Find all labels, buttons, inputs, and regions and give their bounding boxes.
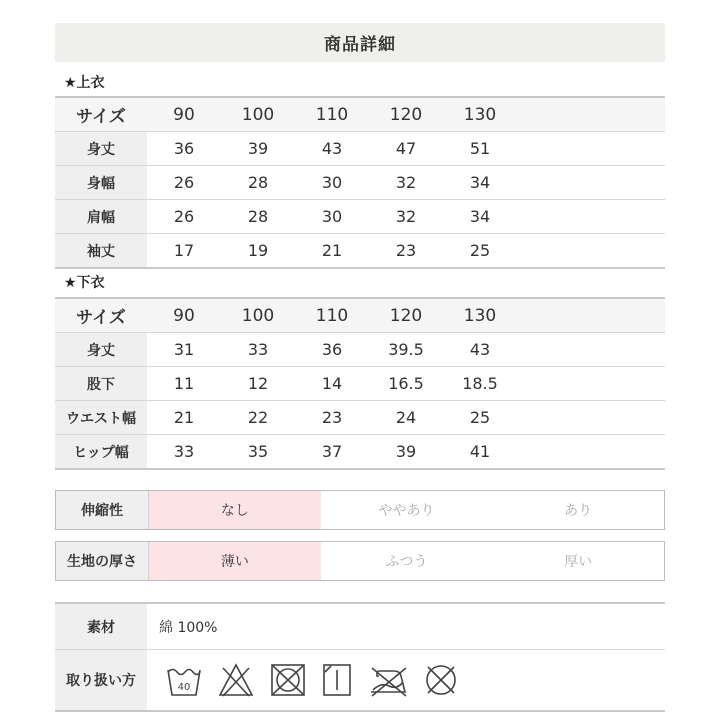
measure-cell: 22 xyxy=(221,401,295,435)
measure-cell: 47 xyxy=(369,132,443,166)
measure-cell: 23 xyxy=(295,401,369,435)
bottoms-size-table xyxy=(55,297,665,470)
measure-cell: 41 xyxy=(443,435,517,470)
measure-cell: 28 xyxy=(221,166,295,200)
row-label: 肩幅 xyxy=(55,200,147,234)
measure-cell: 30 xyxy=(295,166,369,200)
spacer-cell xyxy=(517,166,665,200)
measure-cell: 26 xyxy=(147,200,221,234)
measure-cell: 21 xyxy=(147,401,221,435)
size-header-cell: 110 xyxy=(295,97,369,132)
measure-cell: 26 xyxy=(147,166,221,200)
row-label: 身丈 xyxy=(55,132,147,166)
measure-cell: 32 xyxy=(369,200,443,234)
page-title: 商品詳細 xyxy=(55,23,665,62)
measure-cell: 21 xyxy=(295,234,369,269)
iron-low-icon xyxy=(367,662,409,698)
measure-cell: 32 xyxy=(369,166,443,200)
stretch-option: なし xyxy=(149,491,321,529)
table-row xyxy=(55,166,665,200)
measure-cell: 51 xyxy=(443,132,517,166)
row-label: 身幅 xyxy=(55,166,147,200)
wash-40-icon xyxy=(165,662,203,698)
care-icons xyxy=(147,650,459,710)
size-header-cell: 130 xyxy=(443,97,517,132)
row-label: ヒップ幅 xyxy=(55,435,147,470)
size-header-cell: 90 xyxy=(147,298,221,333)
measure-cell: 35 xyxy=(221,435,295,470)
thickness-option: ふつう xyxy=(385,554,428,570)
size-header-cell: 100 xyxy=(221,97,295,132)
measure-cell: 30 xyxy=(295,200,369,234)
measure-cell: 25 xyxy=(443,234,517,269)
measure-cell: 24 xyxy=(369,401,443,435)
stretch-scale xyxy=(55,490,665,530)
measure-cell: 25 xyxy=(443,401,517,435)
measure-cell: 19 xyxy=(221,234,295,269)
spacer-cell xyxy=(517,333,665,367)
spacer-cell xyxy=(517,401,665,435)
measure-cell: 33 xyxy=(221,333,295,367)
material-table xyxy=(55,602,665,712)
stretch-option: あり xyxy=(564,503,593,519)
material-row xyxy=(55,604,665,650)
measure-cell: 39.5 xyxy=(369,333,443,367)
measure-cell: 33 xyxy=(147,435,221,470)
size-header-cell: 100 xyxy=(221,298,295,333)
no-tumble-dry-icon xyxy=(269,662,307,698)
size-header-row xyxy=(55,298,665,333)
spacer-cell xyxy=(517,298,665,333)
tops-section-label: ★上衣 xyxy=(64,75,105,91)
no-dry-clean-icon xyxy=(423,662,459,698)
spacer-cell xyxy=(517,200,665,234)
size-header-cell: 110 xyxy=(295,298,369,333)
size-header-cell: 120 xyxy=(369,298,443,333)
measure-cell: 36 xyxy=(295,333,369,367)
thickness-label: 生地の厚さ xyxy=(56,542,149,580)
measure-cell: 17 xyxy=(147,234,221,269)
table-row xyxy=(55,132,665,166)
thickness-scale xyxy=(55,541,665,581)
measure-cell: 43 xyxy=(443,333,517,367)
size-header-label: サイズ xyxy=(55,97,147,132)
spacer-cell xyxy=(517,97,665,132)
row-label: 身丈 xyxy=(55,333,147,367)
care-label: 取り扱い方 xyxy=(55,650,147,710)
measure-cell: 18.5 xyxy=(443,367,517,401)
material-value: 綿 100% xyxy=(159,619,218,636)
spacer-cell xyxy=(517,234,665,269)
row-label: 袖丈 xyxy=(55,234,147,269)
measure-cell: 37 xyxy=(295,435,369,470)
spacer-cell xyxy=(517,367,665,401)
size-header-row xyxy=(55,97,665,132)
material-label: 素材 xyxy=(55,604,147,649)
measure-cell: 39 xyxy=(369,435,443,470)
table-row xyxy=(55,367,665,401)
size-header-cell: 120 xyxy=(369,97,443,132)
table-row xyxy=(55,401,665,435)
measure-cell: 11 xyxy=(147,367,221,401)
thickness-option: 厚い xyxy=(564,554,593,570)
spacer-cell xyxy=(517,132,665,166)
table-row xyxy=(55,234,665,269)
measure-cell: 14 xyxy=(295,367,369,401)
bottoms-section-label: ★下衣 xyxy=(64,275,105,291)
wash-temp-text: 40 xyxy=(177,682,191,693)
measure-cell: 12 xyxy=(221,367,295,401)
table-row xyxy=(55,200,665,234)
size-header-cell: 130 xyxy=(443,298,517,333)
measure-cell: 34 xyxy=(443,166,517,200)
care-row xyxy=(55,650,665,710)
table-row xyxy=(55,333,665,367)
no-bleach-icon xyxy=(217,662,255,698)
measure-cell: 16.5 xyxy=(369,367,443,401)
table-row xyxy=(55,435,665,470)
spacer-cell xyxy=(517,435,665,470)
row-label: ウエスト幅 xyxy=(55,401,147,435)
measure-cell: 36 xyxy=(147,132,221,166)
measure-cell: 39 xyxy=(221,132,295,166)
measure-cell: 23 xyxy=(369,234,443,269)
row-label: 股下 xyxy=(55,367,147,401)
measure-cell: 43 xyxy=(295,132,369,166)
line-dry-icon xyxy=(321,662,353,698)
measure-cell: 28 xyxy=(221,200,295,234)
measure-cell: 31 xyxy=(147,333,221,367)
tops-size-table xyxy=(55,96,665,269)
stretch-option: ややあり xyxy=(378,503,435,519)
thickness-option: 薄い xyxy=(149,542,321,580)
size-header-label: サイズ xyxy=(55,298,147,333)
measure-cell: 34 xyxy=(443,200,517,234)
stretch-label: 伸縮性 xyxy=(56,491,149,529)
size-header-cell: 90 xyxy=(147,97,221,132)
